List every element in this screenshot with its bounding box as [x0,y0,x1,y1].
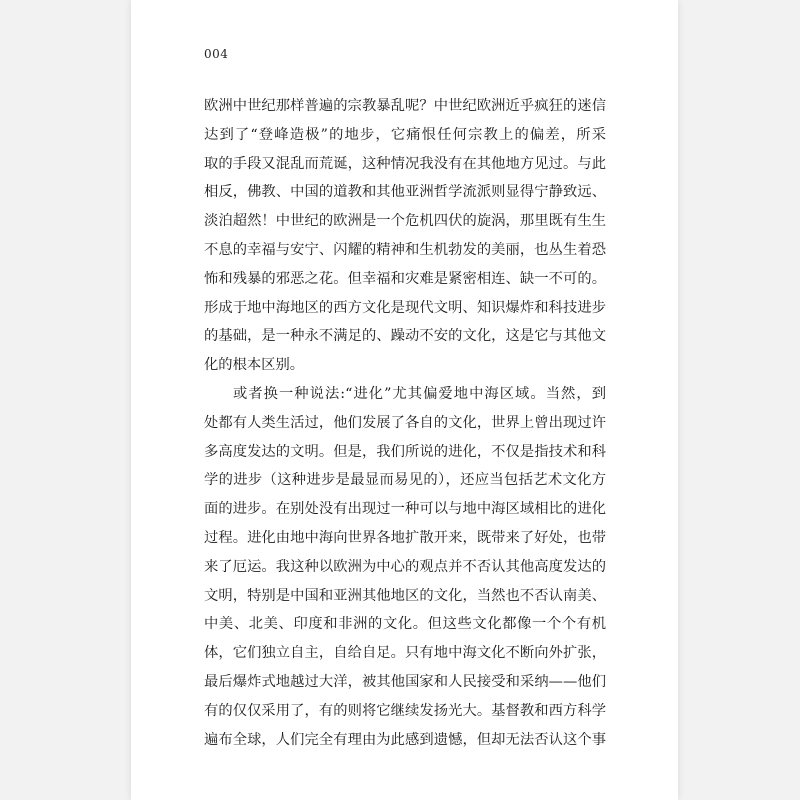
text-line: 怖和残暴的邪恶之花。但幸福和灾难是紧密相连、缺一不可的。 [204,270,606,287]
text-line: 多高度发达的文明。但是，我们所说的进化，不仅是指技术和科 [204,443,606,460]
text-line: 达到了“登峰造极”的地步，它痛恨任何宗教上的偏差，所采 [204,126,606,143]
body-text [204,92,606,754]
text-line: 不息的幸福与安宁、闪耀的精神和生机勃发的美丽，也丛生着恐 [204,241,606,258]
text-line: 取的手段又混乱而荒诞，这种情况我没有在其他地方见过。与此 [204,155,606,172]
text-line: 欧洲中世纪那样普遍的宗教暴乱呢？中世纪欧洲近乎疯狂的迷信 [204,98,606,114]
text-line: 形成于地中海地区的西方文化是现代文明、知识爆炸和科技进步 [204,299,606,316]
text-line: 来了厄运。我这种以欧洲为中心的观点并不否认其他高度发达的 [204,558,606,575]
text-line: 的基础，是一种永不满足的、躁动不安的文化，这是它与其他文 [204,328,606,345]
text-line: 或者换一种说法:“进化”尤其偏爱地中海区域。当然，到 [233,385,606,402]
text-line: 相反，佛教、中国的道教和其他亚洲哲学流派则显得宁静致远、 [204,184,606,201]
text-line: 学的进步（这种进步是最显而易见的），还应当包括艺术文化方 [204,472,606,489]
text-line: 过程。进化由地中海向世界各地扩散开来，既带来了好处，也带 [204,529,606,546]
text-line: 文明，特别是中国和亚洲其他地区的文化，当然也不否认南美、 [204,587,606,604]
text-line: 最后爆炸式地越过大洋，被其他国家和人民接受和采纳——他们 [204,673,606,690]
page-number: 004 [204,47,229,61]
text-line: 处都有人类生活过，他们发展了各自的文化，世界上曾出现过许 [204,414,606,431]
text-line: 体，它们独立自主，自给自足。只有地中海文化不断向外扩张， [204,645,606,662]
text-line: 遍布全球，人们完全有理由为此感到遗憾，但却无法否认这个事 [204,731,606,748]
text-line: 淡泊超然！中世纪的欧洲是一个危机四伏的旋涡，那里既有生生 [204,213,606,230]
text-line: 化的根本区别。 [204,357,305,374]
text-line: 有的仅仅采用了，有的则将它继续发扬光大。基督教和西方科学 [204,702,606,719]
text-line: 中美、北美、印度和非洲的文化。但这些文化都像一个个有机 [204,616,606,633]
text-line: 面的进步。在别处没有出现过一种可以与地中海区域相比的进化 [204,501,606,518]
book-page [131,0,678,800]
